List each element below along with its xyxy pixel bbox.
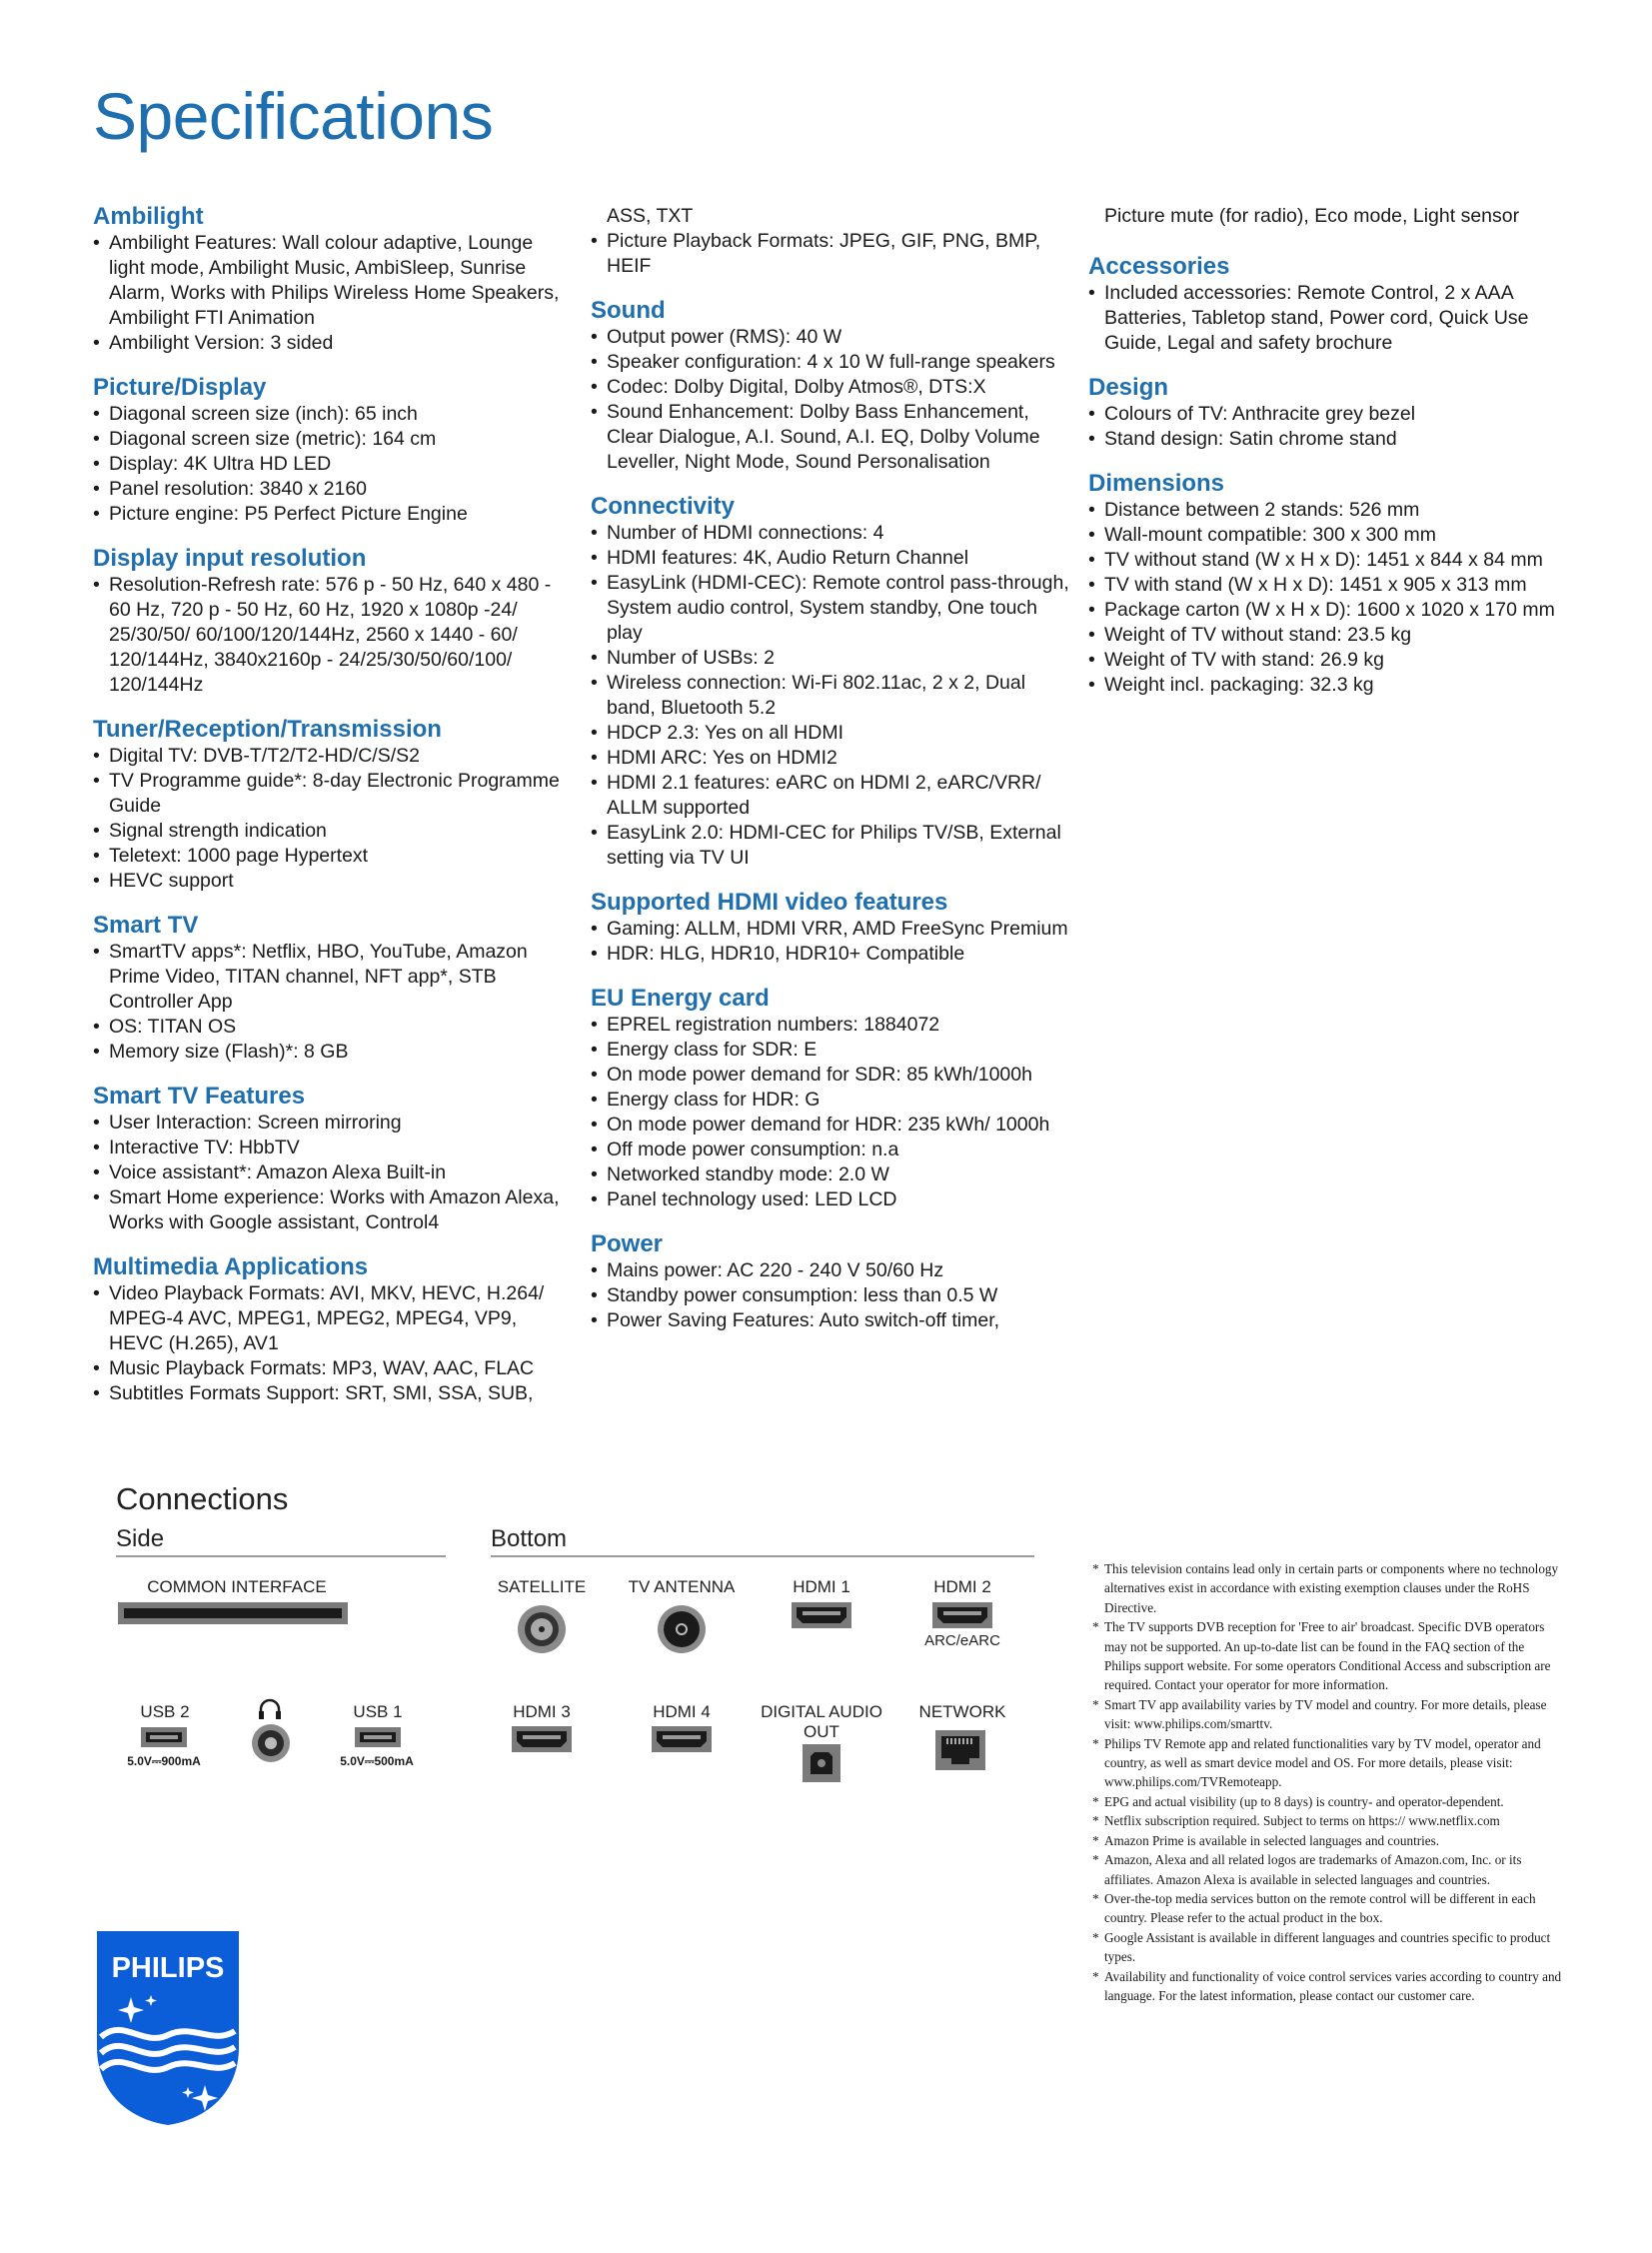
section-heading: Picture/Display <box>93 374 267 401</box>
spec-item: • Networked standby mode: 2.0 W <box>591 1162 1070 1187</box>
divider <box>491 1555 1034 1557</box>
logo-wordmark: PHILIPS <box>111 1952 225 1984</box>
spec-section <box>93 1254 573 1406</box>
spec-item: • Output power (RMS): 40 W <box>591 325 1070 350</box>
spec-item: • EasyLink (HDMI-CEC): Remote control pass-through, System audio control, System standby, One touch play <box>591 571 1070 646</box>
spec-section <box>1088 254 1578 356</box>
section-heading: Display input resolution <box>93 545 367 572</box>
hdmi1-label: HDMI 1 <box>793 1577 850 1596</box>
spec-item: • Gaming: ALLM, HDMI VRR, AMD FreeSync Premium <box>591 917 1070 942</box>
spec-item: • Standby power consumption: less than 0.5 W <box>591 1283 1070 1308</box>
spec-item: • HDMI 2.1 features: eARC on HDMI 2, eARC/VRR/ ALLM supported <box>591 771 1070 821</box>
hdmi4-label: HDMI 4 <box>653 1702 711 1721</box>
usb2-port-icon <box>141 1727 187 1752</box>
satellite-label: SATELLITE <box>497 1577 587 1596</box>
spec-item: • Display: 4K Ultra HD LED <box>93 452 573 477</box>
footnote: * Amazon Prime is available in selected languages and countries. <box>1092 1831 1562 1850</box>
spec-item: • Signal strength indication <box>93 819 573 844</box>
spec-item: • Panel technology used: LED LCD <box>591 1187 1070 1212</box>
spec-section <box>591 890 1070 967</box>
footnote: * EPG and actual visibility (up to 8 days) is country- and operator-dependent. <box>1092 1792 1562 1811</box>
spec-list <box>591 917 1070 967</box>
section-heading: Smart TV Features <box>93 1083 306 1110</box>
spec-item: • Memory size (Flash)*: 8 GB <box>93 1040 573 1065</box>
hdmi4-port-icon <box>652 1726 712 1757</box>
satellite-connector-icon <box>517 1604 567 1659</box>
antenna-connector-icon <box>657 1604 707 1659</box>
spec-item: • Music Playback Formats: MP3, WAV, AAC, FLAC <box>93 1356 573 1381</box>
spec-item: • Weight of TV with stand: 26.9 kg <box>1088 648 1578 673</box>
continued-text: Picture mute (for radio), Eco mode, Light sensor <box>1104 205 1520 227</box>
spec-item: • Number of USBs: 2 <box>591 646 1070 671</box>
spec-item: • EPREL registration numbers: 1884072 <box>591 1013 1070 1038</box>
bottom-subtitle: Bottom <box>491 1525 568 1552</box>
spec-list <box>93 402 573 527</box>
section-heading: Power <box>591 1230 664 1257</box>
footnote: * Google Assistant is available in different languages and countries specific to product types. <box>1092 1928 1562 1967</box>
spec-item: • TV without stand (W x H x D): 1451 x 844 x 84 mm <box>1088 548 1578 573</box>
usb1-label: USB 1 <box>353 1702 403 1721</box>
footnote: * The TV supports DVB reception for 'Free to air' broadcast. Specific DVB operators may not be supported. An up-to-date list can be found in the FAQ section of the Philips support website. For some operators Conditional Access and subscription are required. Contact your operator for more information. <box>1092 1617 1562 1695</box>
spec-list <box>1088 498 1578 698</box>
philips-shield-logo <box>93 1927 243 2132</box>
spec-section <box>93 913 573 1065</box>
spec-list <box>93 940 573 1065</box>
divider <box>116 1555 446 1557</box>
section-heading: Smart TV <box>93 912 199 939</box>
spec-item: • Stand design: Satin chrome stand <box>1088 427 1578 452</box>
usb2-spec: 5.0V⎓900mA <box>127 1754 201 1768</box>
spec-item: • Video Playback Formats: AVI, MKV, HEVC, H.264/ MPEG-4 AVC, MPEG1, MPEG2, MPEG4, VP9, HEVC (H.265), AV1 <box>93 1281 573 1356</box>
spec-item: • Package carton (W x H x D): 1600 x 1020 x 170 mm <box>1088 598 1578 623</box>
continued-text: ASS, TXT <box>607 205 694 227</box>
spec-item: • Digital TV: DVB-T/T2/T2-HD/C/S/S2 <box>93 744 573 769</box>
spec-item: • HDMI ARC: Yes on HDMI2 <box>591 746 1070 771</box>
spec-section <box>93 717 573 894</box>
spec-item: • Interactive TV: HbbTV <box>93 1135 573 1160</box>
spec-section <box>591 298 1070 475</box>
spec-section <box>93 375 573 527</box>
section-heading: Sound <box>591 297 666 324</box>
spec-item: • Distance between 2 stands: 526 mm <box>1088 498 1578 523</box>
spec-item: • Ambilight Version: 3 sided <box>93 331 573 356</box>
spec-section <box>591 494 1070 871</box>
footnote: * Philips TV Remote app and related functionalities vary by TV model, operator and country, as well as smart device model and OS. For more details, please visit: www.philips.com/TVRemoteapp. <box>1092 1734 1562 1792</box>
spec-item: • Off mode power consumption: n.a <box>591 1137 1070 1162</box>
optical-audio-port-icon <box>803 1744 840 1787</box>
hdmi2-label: HDMI 2 <box>933 1577 991 1596</box>
digital-audio-label: DIGITAL AUDIO OUT <box>761 1702 882 1741</box>
section-heading: EU Energy card <box>591 985 770 1012</box>
spec-list <box>591 1258 1070 1333</box>
spec-item: • Wall-mount compatible: 300 x 300 mm <box>1088 523 1578 548</box>
spec-list <box>93 744 573 894</box>
spec-item: • Diagonal screen size (metric): 164 cm <box>93 427 573 452</box>
spec-list <box>591 325 1070 475</box>
tv-antenna-label: TV ANTENNA <box>628 1577 736 1596</box>
spec-item: • Voice assistant*: Amazon Alexa Built-in <box>93 1160 573 1185</box>
usb1-spec: 5.0V⎓500mA <box>340 1754 414 1768</box>
spec-list <box>93 1281 573 1406</box>
side-subtitle: Side <box>116 1525 165 1552</box>
spec-item: • Mains power: AC 220 - 240 V 50/60 Hz <box>591 1258 1070 1283</box>
footnotes <box>1092 1559 1562 2005</box>
spec-item: • Energy class for HDR: G <box>591 1088 1070 1113</box>
spec-item: • On mode power demand for HDR: 235 kWh/ 1000h <box>591 1113 1070 1137</box>
spec-column-2 <box>591 204 1070 1352</box>
network-label: NETWORK <box>918 1702 1006 1721</box>
spec-section <box>591 1231 1070 1333</box>
spec-item: • HDMI features: 4K, Audio Return Channel <box>591 546 1070 571</box>
headphone-jack-icon <box>251 1723 291 1768</box>
spec-item: • OS: TITAN OS <box>93 1015 573 1040</box>
spec-item: • Resolution-Refresh rate: 576 p - 50 Hz, 640 x 480 - 60 Hz, 720 p - 50 Hz, 60 Hz, 1920 x 1080p -24/ 25/30/50/ 60/100/120/144Hz, 2560 x 1440 - 60/ 120/144Hz, 3840x2160p - 24/25/30/50/60/100/ 120/144Hz <box>93 573 573 698</box>
spec-section <box>1088 471 1578 698</box>
hdmi3-port-icon <box>512 1726 572 1757</box>
footnote: * This television contains lead only in certain parts or components where no technology alternatives exist in accordance with existing exemption clauses under the RoHS Directive. <box>1092 1559 1562 1617</box>
hdmi2-port-icon <box>932 1602 992 1633</box>
common-interface-label: COMMON INTERFACE <box>147 1577 327 1596</box>
hdmi3-label: HDMI 3 <box>513 1702 571 1721</box>
spec-item: • Codec: Dolby Digital, Dolby Atmos®, DTS:X <box>591 375 1070 400</box>
section-heading: Dimensions <box>1088 470 1225 497</box>
spec-item: • Wireless connection: Wi-Fi 802.11ac, 2 x 2, Dual band, Bluetooth 5.2 <box>591 671 1070 721</box>
common-interface-slot-icon <box>118 1602 348 1629</box>
spec-column-3 <box>1088 204 1578 717</box>
spec-item: • TV with stand (W x H x D): 1451 x 905 x 313 mm <box>1088 573 1578 598</box>
footnote: * Amazon, Alexa and all related logos are trademarks of Amazon.com, Inc. or its affiliates. Amazon Alexa is available in selected languages and countries. <box>1092 1850 1562 1889</box>
spec-item: • Colours of TV: Anthracite grey bezel <box>1088 402 1578 427</box>
spec-item: • Weight incl. packaging: 32.3 kg <box>1088 673 1578 698</box>
spec-list <box>591 1013 1070 1212</box>
section-heading: Connectivity <box>591 493 736 520</box>
footnote: * Over-the-top media services button on the remote control will be different in each country. Please refer to the actual product in the box. <box>1092 1889 1562 1928</box>
spec-item: • HDR: HLG, HDR10, HDR10+ Compatible <box>591 942 1070 967</box>
footnote: * Availability and functionality of voice control services varies according to country and language. For the latest information, please contact our customer care. <box>1092 1967 1562 2006</box>
spec-list <box>591 521 1070 871</box>
spec-item: • User Interaction: Screen mirroring <box>93 1111 573 1135</box>
spec-item: • Smart Home experience: Works with Amazon Alexa, Works with Google assistant, Control4 <box>93 1185 573 1235</box>
spec-item: • HEVC support <box>93 869 573 894</box>
spec-column-1 <box>93 204 573 1425</box>
spec-item: • Energy class for SDR: E <box>591 1038 1070 1063</box>
spec-list <box>93 231 573 356</box>
hdmi1-port-icon <box>792 1602 851 1633</box>
spec-section <box>93 1084 573 1235</box>
spec-item: • Subtitles Formats Support: SRT, SMI, SSA, SUB, <box>93 1381 573 1406</box>
usb2-label: USB 2 <box>140 1702 190 1721</box>
spec-section <box>591 986 1070 1212</box>
section-heading: Supported HDMI video features <box>591 889 948 916</box>
spec-list <box>1088 402 1578 452</box>
section-heading: Accessories <box>1088 253 1230 280</box>
spec-item: • Picture Playback Formats: JPEG, GIF, PNG, BMP, HEIF <box>591 229 1070 279</box>
section-heading: Tuner/Reception/Transmission <box>93 716 442 743</box>
spec-list <box>1088 281 1578 356</box>
spec-item: • Included accessories: Remote Control, 2 x AAA Batteries, Tabletop stand, Power cord, Quick Use Guide, Legal and safety brochure <box>1088 281 1578 356</box>
spec-item: • SmartTV apps*: Netflix, HBO, YouTube, Amazon Prime Video, TITAN channel, NFT app*, STB Controller App <box>93 940 573 1015</box>
spec-item: • EasyLink 2.0: HDMI-CEC for Philips TV/SB, External setting via TV UI <box>591 821 1070 871</box>
footnote: * Smart TV app availability varies by TV model and country. For more details, please visit: www.philips.com/smarttv. <box>1092 1695 1562 1734</box>
spec-item: • HDCP 2.3: Yes on all HDMI <box>591 721 1070 746</box>
spec-item: • Sound Enhancement: Dolby Bass Enhancement, Clear Dialogue, A.I. Sound, A.I. EQ, Dolby Volume Leveller, Night Mode, Sound Personalisation <box>591 400 1070 475</box>
spec-item: • Panel resolution: 3840 x 2160 <box>93 477 573 502</box>
connections-title: Connections <box>116 1481 289 1516</box>
spec-item: • Teletext: 1000 page Hypertext <box>93 844 573 869</box>
spec-item: • On mode power demand for SDR: 85 kWh/1000h <box>591 1063 1070 1088</box>
spec-item: • Weight of TV without stand: 23.5 kg <box>1088 623 1578 648</box>
footnote: * Netflix subscription required. Subject to terms on https:// www.netflix.com <box>1092 1811 1562 1830</box>
spec-item: • Speaker configuration: 4 x 10 W full-range speakers <box>591 350 1070 375</box>
spec-item: • Power Saving Features: Auto switch-off timer, <box>591 1308 1070 1333</box>
hdmi2-arc-label: ARC/eARC <box>924 1632 1000 1649</box>
section-heading: Design <box>1088 374 1169 401</box>
headphone-icon <box>258 1698 282 1725</box>
spec-list <box>93 1111 573 1235</box>
section-heading: Ambilight <box>93 203 204 230</box>
spec-item: • TV Programme guide*: 8-day Electronic Programme Guide <box>93 769 573 819</box>
ethernet-port-icon <box>935 1730 985 1775</box>
section-heading: Multimedia Applications <box>93 1253 369 1280</box>
spec-item: • Picture engine: P5 Perfect Picture Engine <box>93 502 573 527</box>
page-title: Specifications <box>93 79 494 153</box>
spec-list <box>93 573 573 698</box>
spec-section <box>1088 375 1578 452</box>
spec-item: • Diagonal screen size (inch): 65 inch <box>93 402 573 427</box>
usb1-port-icon <box>355 1727 401 1752</box>
spec-section <box>93 546 573 698</box>
spec-section <box>93 204 573 356</box>
spec-item: • Number of HDMI connections: 4 <box>591 521 1070 546</box>
spec-item: • Ambilight Features: Wall colour adaptive, Lounge light mode, Ambilight Music, AmbiSleep, Sunrise Alarm, Works with Philips Wireless Home Speakers, Ambilight FTI Animation <box>93 231 573 331</box>
